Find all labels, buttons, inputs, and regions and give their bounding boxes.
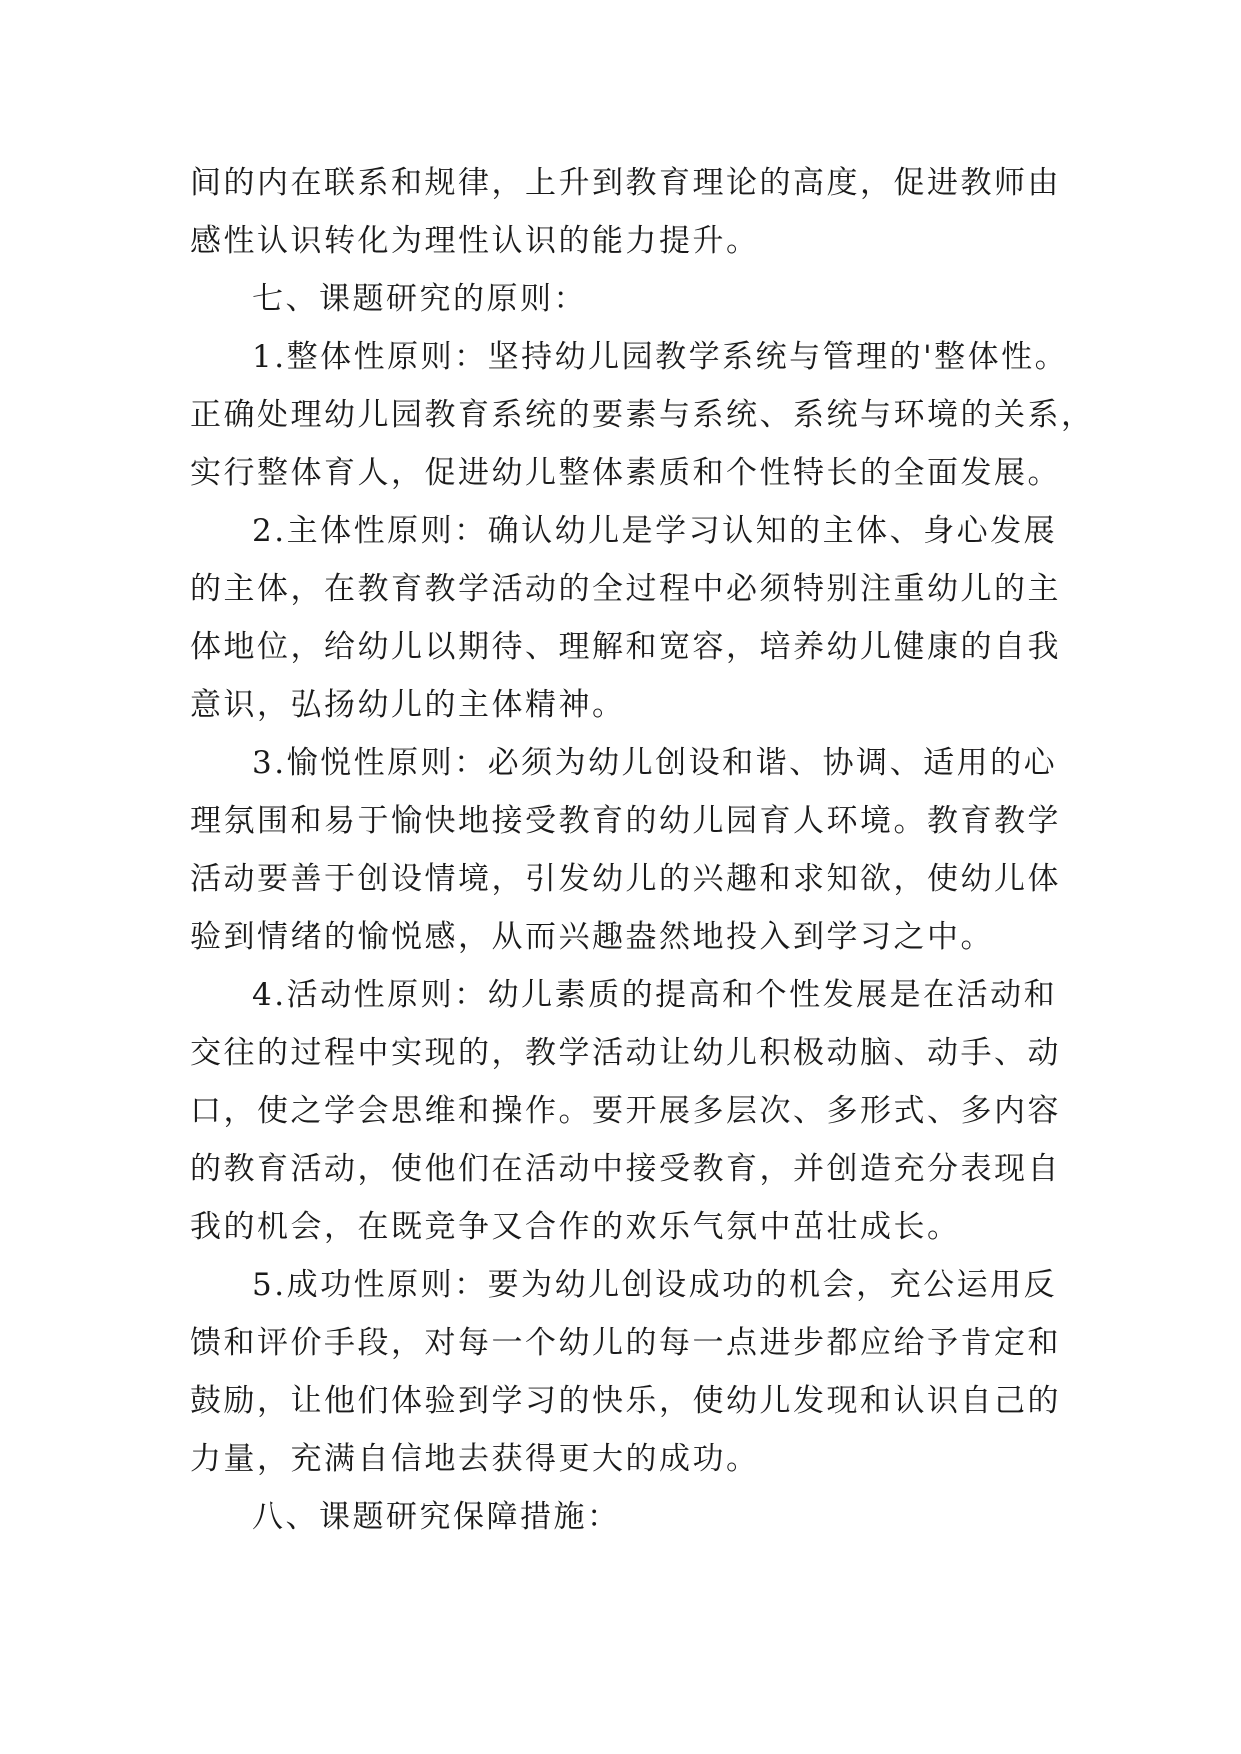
document-body (190, 154, 1095, 1546)
text-line: 的主体，在教育教学活动的全过程中必须特别注重幼儿的主 (190, 571, 1061, 607)
text-line: 馈和评价手段，对每一个幼儿的每一点进步都应给予肯定和 (190, 1325, 1061, 1361)
text-line: 正确处理幼儿园教育系统的要素与系统、系统与环境的关系， (190, 397, 1095, 433)
section-heading-seven: 七、课题研究的原则： (252, 281, 587, 317)
section-heading-eight: 八、课题研究保障措施： (252, 1499, 621, 1535)
text-line: 鼓励，让他们体验到学习的快乐，使幼儿发现和认识自己的 (190, 1383, 1061, 1419)
text-line: 体地位，给幼儿以期待、理解和宽容，培养幼儿健康的自我 (190, 629, 1061, 665)
principle-2-start: 2.主体性原则：确认幼儿是学习认知的主体、身心发展 (252, 513, 1058, 549)
text-line: 理氛围和易于愉快地接受教育的幼儿园育人环境。教育教学 (190, 803, 1061, 839)
text-line: 活动要善于创设情境，引发幼儿的兴趣和求知欲，使幼儿体 (190, 861, 1061, 897)
text-line: 的教育活动，使他们在活动中接受教育，并创造充分表现自 (190, 1151, 1061, 1187)
text-line: 交往的过程中实现的，教学活动让幼儿积极动脑、动手、动 (190, 1035, 1061, 1071)
principle-4-start: 4.活动性原则：幼儿素质的提高和个性发展是在活动和 (252, 977, 1058, 1013)
text-line: 实行整体育人，促进幼儿整体素质和个性特长的全面发展。 (190, 455, 1061, 491)
text-line: 力量，充满自信地去获得更大的成功。 (190, 1441, 760, 1477)
principle-1-start: 1.整体性原则：坚持幼儿园教学系统与管理的'整体性。 (252, 339, 1069, 375)
principle-5-start: 5.成功性原则：要为幼儿创设成功的机会，充公运用反 (252, 1267, 1058, 1303)
text-line: 感性认识转化为理性认识的能力提升。 (190, 223, 760, 259)
text-line: 意识，弘扬幼儿的主体精神。 (190, 687, 626, 723)
text-line: 间的内在联系和规律，上升到教育理论的高度，促进教师由 (190, 165, 1061, 201)
principle-3-start: 3.愉悦性原则：必须为幼儿创设和谐、协调、适用的心 (252, 745, 1058, 781)
text-line: 验到情绪的愉悦感，从而兴趣盎然地投入到学习之中。 (190, 919, 994, 955)
text-line: 我的机会，在既竞争又合作的欢乐气氛中茁壮成长。 (190, 1209, 961, 1245)
text-line: 口，使之学会思维和操作。要开展多层次、多形式、多内容 (190, 1093, 1061, 1129)
